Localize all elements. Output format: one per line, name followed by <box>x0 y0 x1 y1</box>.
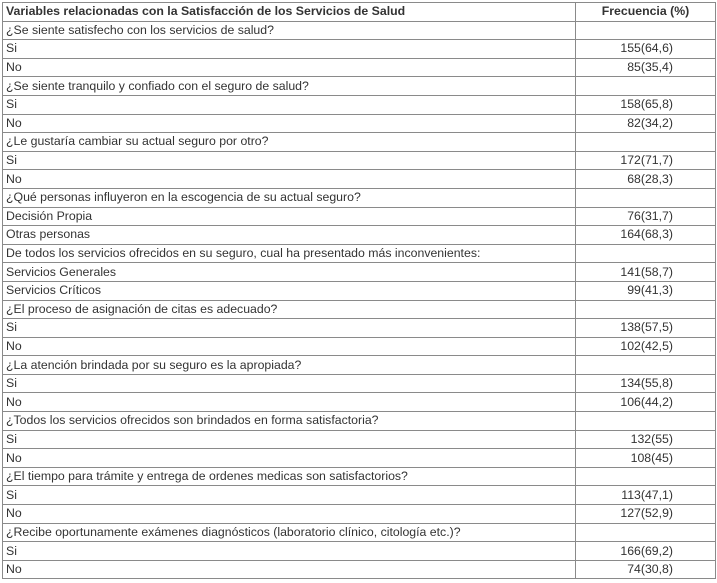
question-text: ¿Recibe oportunamente exámenes diagnósticos (laboratorio clínico, citología etc.)? <box>3 523 576 542</box>
question-empty-cell <box>576 133 716 152</box>
answer-frequency: 82(34,2) <box>576 114 716 133</box>
answer-label: Otras personas <box>3 226 576 245</box>
answer-label: No <box>3 505 576 524</box>
answer-label: No <box>3 58 576 77</box>
question-text: ¿Se siente satisfecho con los servicios de salud? <box>3 21 576 40</box>
question-empty-cell <box>576 467 716 486</box>
question-empty-cell <box>576 412 716 431</box>
table-row <box>3 95 716 114</box>
question-text: ¿El tiempo para trámite y entrega de ordenes medicas son satisfactorios? <box>3 467 576 486</box>
question-text: ¿Todos los servicios ofrecidos son brindados en forma satisfactoria? <box>3 412 576 431</box>
answer-frequency: 113(47,1) <box>576 486 716 505</box>
question-row <box>3 77 716 96</box>
answer-frequency: 164(68,3) <box>576 226 716 245</box>
table-row <box>3 207 716 226</box>
table-row <box>3 393 716 412</box>
question-empty-cell <box>576 300 716 319</box>
answer-label: Si <box>3 40 576 59</box>
question-text: ¿Se siente tranquilo y confiado con el seguro de salud? <box>3 77 576 96</box>
answer-frequency: 68(28,3) <box>576 170 716 189</box>
answer-label: Decisión Propia <box>3 207 576 226</box>
question-row <box>3 356 716 375</box>
table-row <box>3 114 716 133</box>
question-empty-cell <box>576 77 716 96</box>
answer-label: No <box>3 337 576 356</box>
question-row <box>3 412 716 431</box>
answer-frequency: 74(30,8) <box>576 560 716 579</box>
question-empty-cell <box>576 244 716 263</box>
answer-frequency: 132(55) <box>576 430 716 449</box>
answer-label: No <box>3 170 576 189</box>
answer-label: Si <box>3 374 576 393</box>
answer-label: No <box>3 560 576 579</box>
answer-label: No <box>3 114 576 133</box>
question-empty-cell <box>576 21 716 40</box>
table-row <box>3 560 716 579</box>
question-empty-cell <box>576 356 716 375</box>
table-row <box>3 542 716 561</box>
question-row <box>3 244 716 263</box>
question-row <box>3 300 716 319</box>
answer-frequency: 108(45) <box>576 449 716 468</box>
answer-label: Si <box>3 542 576 561</box>
answer-label: Si <box>3 486 576 505</box>
question-empty-cell <box>576 188 716 207</box>
answer-label: Si <box>3 430 576 449</box>
answer-frequency: 141(58,7) <box>576 263 716 282</box>
table-row <box>3 337 716 356</box>
answer-label: Servicios Críticos <box>3 281 576 300</box>
header-row <box>3 3 716 22</box>
answer-frequency: 172(71,7) <box>576 151 716 170</box>
table-row <box>3 281 716 300</box>
table-row <box>3 263 716 282</box>
answer-frequency: 134(55,8) <box>576 374 716 393</box>
table-row <box>3 151 716 170</box>
table-row <box>3 505 716 524</box>
table-row <box>3 319 716 338</box>
satisfaction-table <box>2 2 716 579</box>
answer-frequency: 138(57,5) <box>576 319 716 338</box>
question-text: ¿La atención brindada por su seguro es la apropiada? <box>3 356 576 375</box>
answer-label: Si <box>3 151 576 170</box>
answer-frequency: 102(42,5) <box>576 337 716 356</box>
answer-frequency: 166(69,2) <box>576 542 716 561</box>
answer-label: No <box>3 449 576 468</box>
table-row <box>3 58 716 77</box>
answer-label: No <box>3 393 576 412</box>
question-row <box>3 188 716 207</box>
question-text: De todos los servicios ofrecidos en su seguro, cual ha presentado más inconvenientes: <box>3 244 576 263</box>
question-text: ¿Qué personas influyeron en la escogencia de su actual seguro? <box>3 188 576 207</box>
question-row <box>3 133 716 152</box>
question-row <box>3 523 716 542</box>
table-row <box>3 374 716 393</box>
question-row <box>3 467 716 486</box>
answer-frequency: 106(44,2) <box>576 393 716 412</box>
question-text: ¿El proceso de asignación de citas es adecuado? <box>3 300 576 319</box>
answer-label: Si <box>3 95 576 114</box>
header-variables: Variables relacionadas con la Satisfacción de los Servicios de Salud <box>3 3 576 22</box>
table-row <box>3 449 716 468</box>
answer-label: Servicios Generales <box>3 263 576 282</box>
answer-frequency: 76(31,7) <box>576 207 716 226</box>
question-text: ¿Le gustaría cambiar su actual seguro por otro? <box>3 133 576 152</box>
answer-frequency: 127(52,9) <box>576 505 716 524</box>
table-row <box>3 40 716 59</box>
table-row <box>3 430 716 449</box>
answer-frequency: 158(65,8) <box>576 95 716 114</box>
table-row <box>3 226 716 245</box>
answer-frequency: 85(35,4) <box>576 58 716 77</box>
table-row <box>3 486 716 505</box>
answer-frequency: 155(64,6) <box>576 40 716 59</box>
header-frequency: Frecuencia (%) <box>576 3 716 22</box>
answer-label: Si <box>3 319 576 338</box>
question-row <box>3 21 716 40</box>
answer-frequency: 99(41,3) <box>576 281 716 300</box>
question-empty-cell <box>576 523 716 542</box>
table-row <box>3 170 716 189</box>
